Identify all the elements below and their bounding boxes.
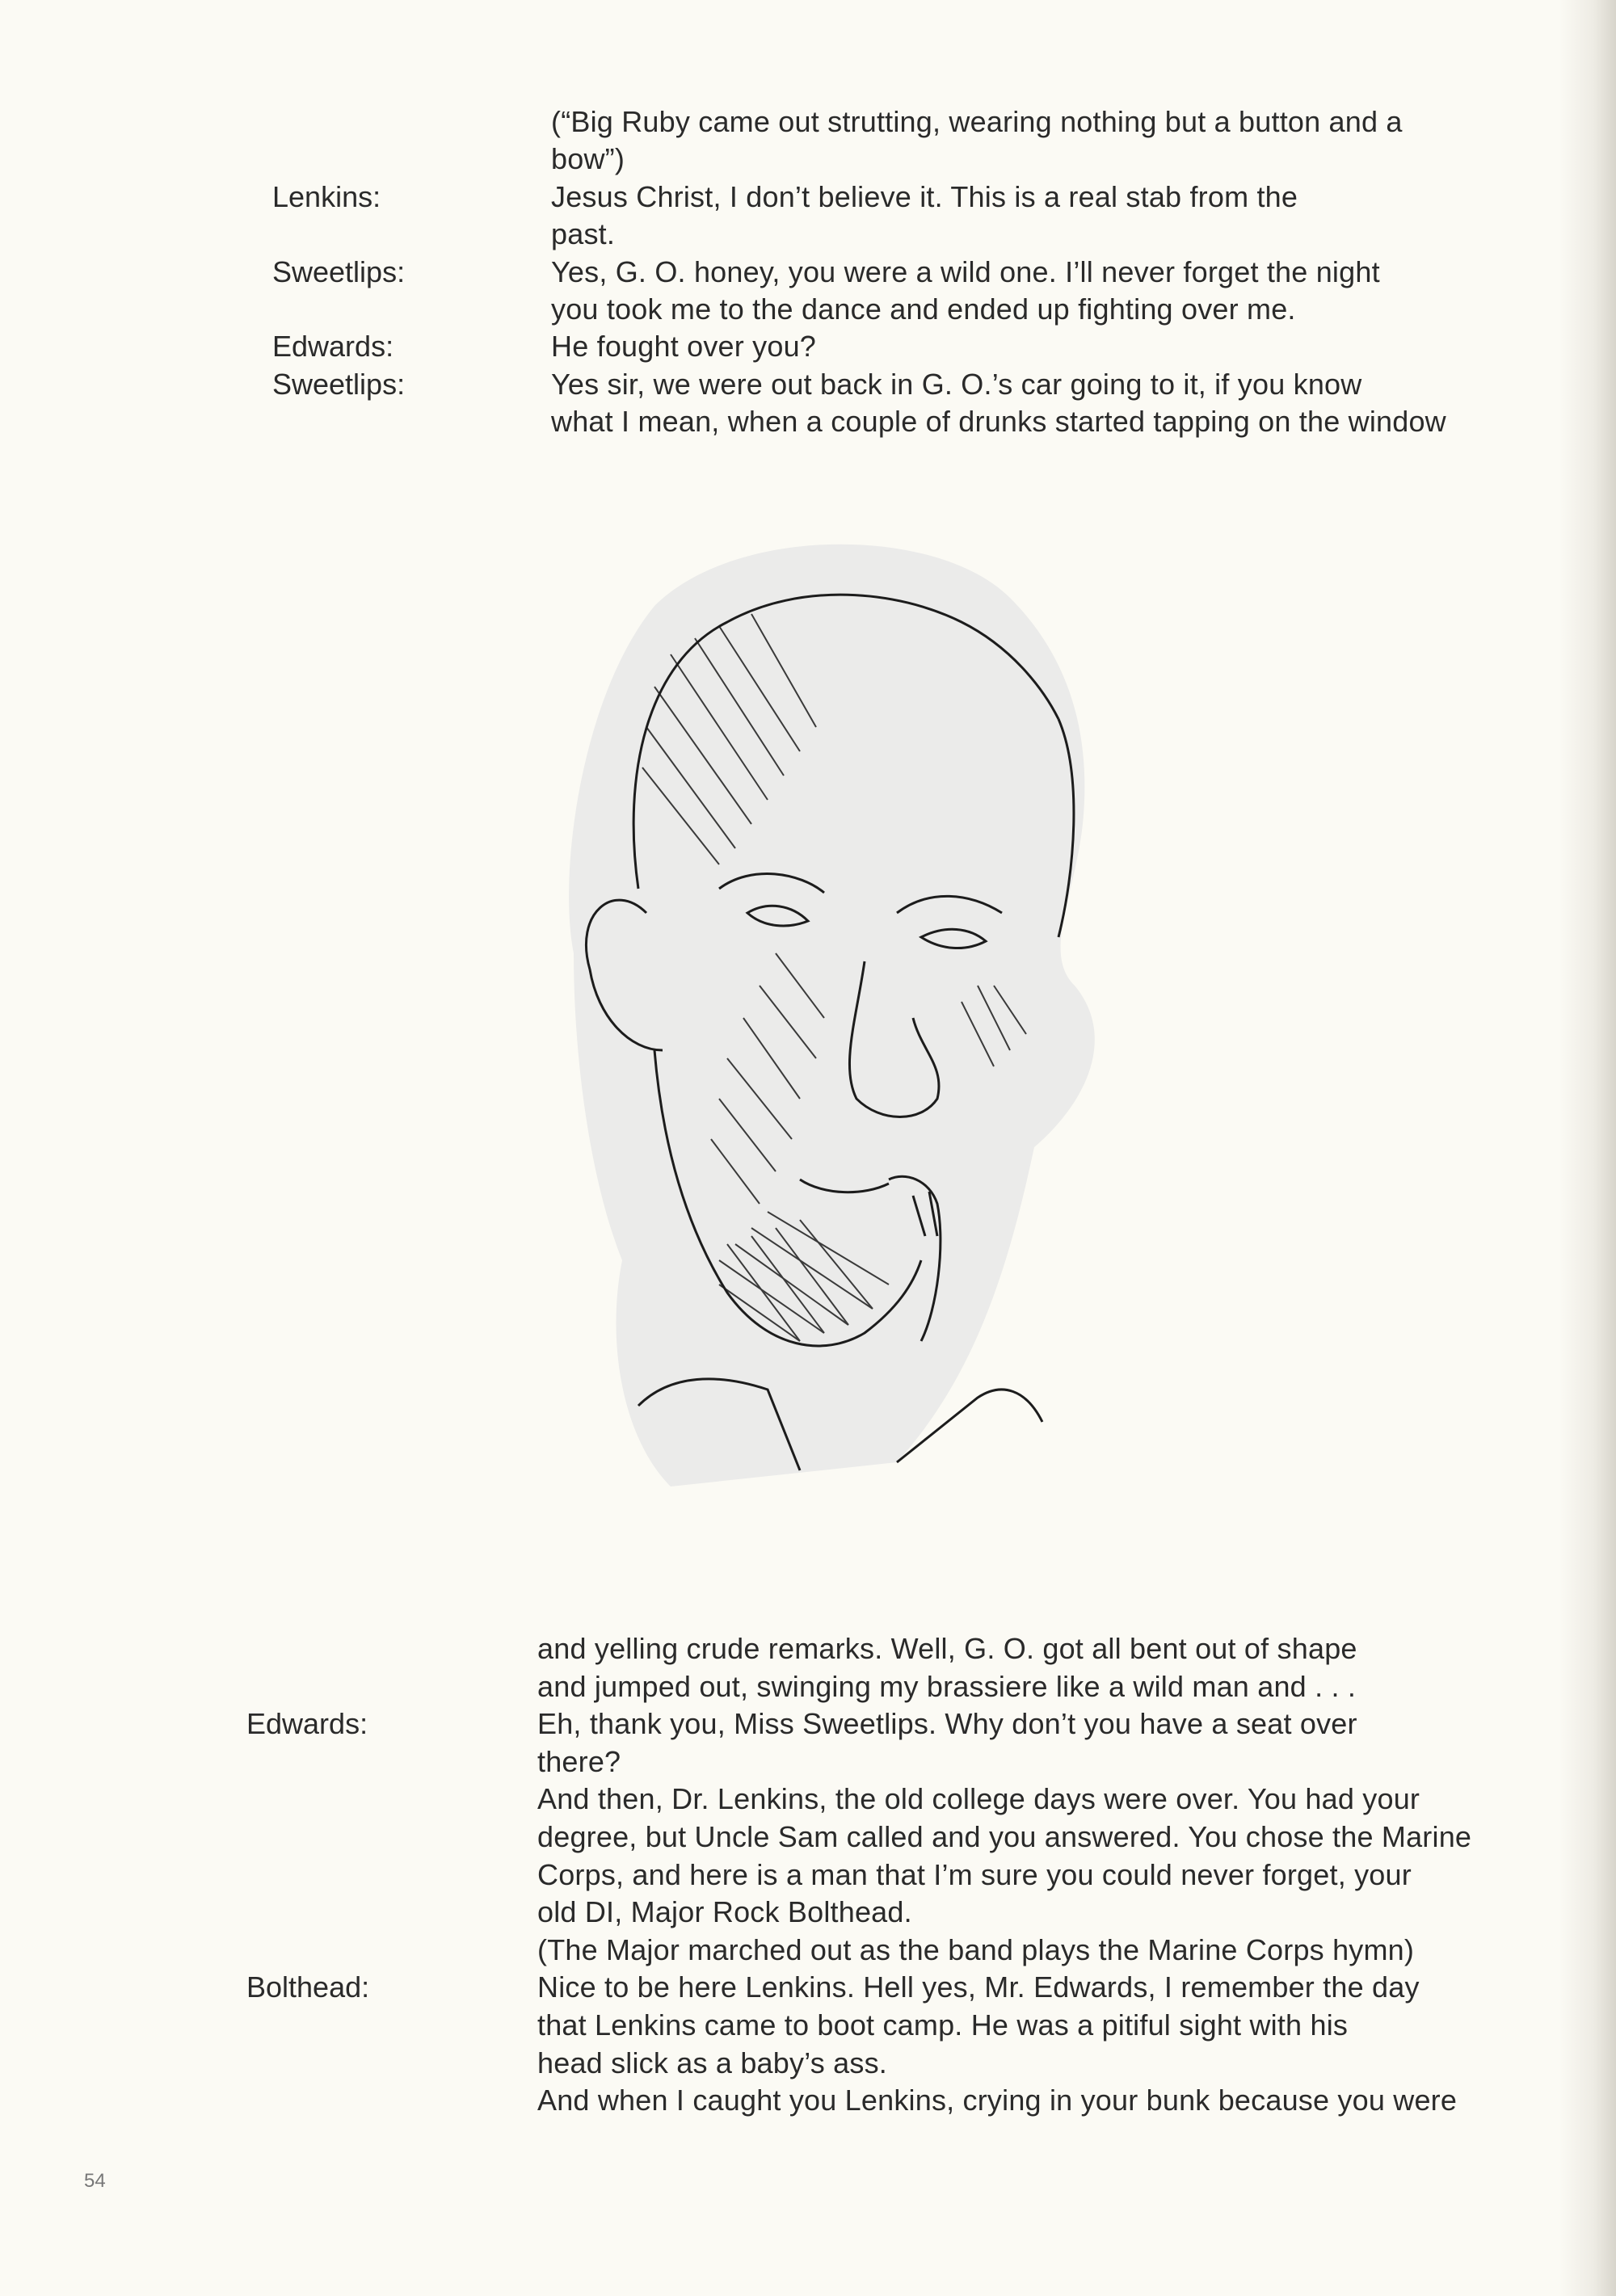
speaker-label: Edwards: [272, 330, 394, 364]
dialogue-text: Yes sir, we were out back in G. O.’s car going to it, if you know [551, 367, 1362, 401]
dialogue-text: you took me to the dance and ended up fighting over me. [551, 292, 1296, 326]
dialogue-line [0, 403, 1616, 440]
dialogue-text: (“Big Ruby came out strutting, wearing nothing but a button and a [551, 105, 1403, 138]
dialogue-line [0, 1894, 1616, 1931]
dialogue-text: degree, but Uncle Sam called and you answered. You chose the Marine [537, 1820, 1472, 1853]
dialogue-line [0, 1705, 1616, 1743]
dialogue-line [0, 216, 1616, 253]
dialogue-line [0, 2045, 1616, 2082]
speaker-label: Sweetlips: [272, 254, 406, 288]
dialogue-text: what I mean, when a couple of drunks started tapping on the window [551, 405, 1446, 439]
dialogue-line [0, 291, 1616, 328]
dialogue-text: and jumped out, swinging my brassiere like a wild man and . . . [537, 1669, 1357, 1703]
dialogue-line [0, 1743, 1616, 1781]
dialogue-text: And then, Dr. Lenkins, the old college days were over. You had your [537, 1782, 1420, 1816]
dialogue-line [0, 328, 1616, 365]
page-number: 54 [84, 2170, 106, 2192]
caricature-illustration [558, 533, 1172, 1487]
dialogue-line [0, 2082, 1616, 2119]
dialogue-line [0, 366, 1616, 403]
dialogue-text: Corps, and here is a man that I’m sure you could never forget, your [537, 1857, 1412, 1891]
dialogue-line [0, 1668, 1616, 1705]
dialogue-line [0, 1630, 1616, 1667]
dialogue-line [0, 141, 1616, 178]
dialogue-text: Eh, thank you, Miss Sweetlips. Why don’t you have a seat over [537, 1707, 1357, 1741]
dialogue-text: Jesus Christ, I don’t believe it. This is a real stab from the [551, 179, 1298, 213]
dialogue-text: Yes, G. O. honey, you were a wild one. I’ll never forget the night [551, 254, 1380, 288]
speaker-label: Edwards: [246, 1707, 368, 1741]
dialogue-text: old DI, Major Rock Bolthead. [537, 1895, 912, 1929]
dialogue-line [0, 1969, 1616, 2006]
dialogue-line [0, 2007, 1616, 2044]
dialogue-text: bow”) [551, 142, 625, 176]
dialogue-line [0, 1932, 1616, 1969]
dialogue-text: head slick as a baby’s ass. [537, 2046, 887, 2079]
dialogue-text: past. [551, 217, 616, 251]
dialogue-text: (The Major marched out as the band plays the Marine Corps hymn) [537, 1932, 1415, 1966]
dialogue-text: and yelling crude remarks. Well, G. O. got all bent out of shape [537, 1632, 1357, 1665]
dialogue-text: Nice to be here Lenkins. Hell yes, Mr. Edwards, I remember the day [537, 1970, 1420, 2004]
dialogue-line [0, 1819, 1616, 1856]
speaker-label: Lenkins: [272, 179, 381, 213]
dialogue-text: He fought over you? [551, 330, 817, 364]
dialogue-line [0, 179, 1616, 216]
dialogue-line [0, 1781, 1616, 1818]
speaker-label: Bolthead: [246, 1970, 370, 2004]
dialogue-line [0, 1857, 1616, 1894]
dialogue-line [0, 254, 1616, 291]
dialogue-text: there? [537, 1744, 621, 1778]
speaker-label: Sweetlips: [272, 367, 406, 401]
dialogue-line [0, 103, 1616, 141]
dialogue-text: that Lenkins came to boot camp. He was a pitiful sight with his [537, 2008, 1349, 2042]
dialogue-text: And when I caught you Lenkins, crying in your bunk because you were [537, 2084, 1458, 2117]
